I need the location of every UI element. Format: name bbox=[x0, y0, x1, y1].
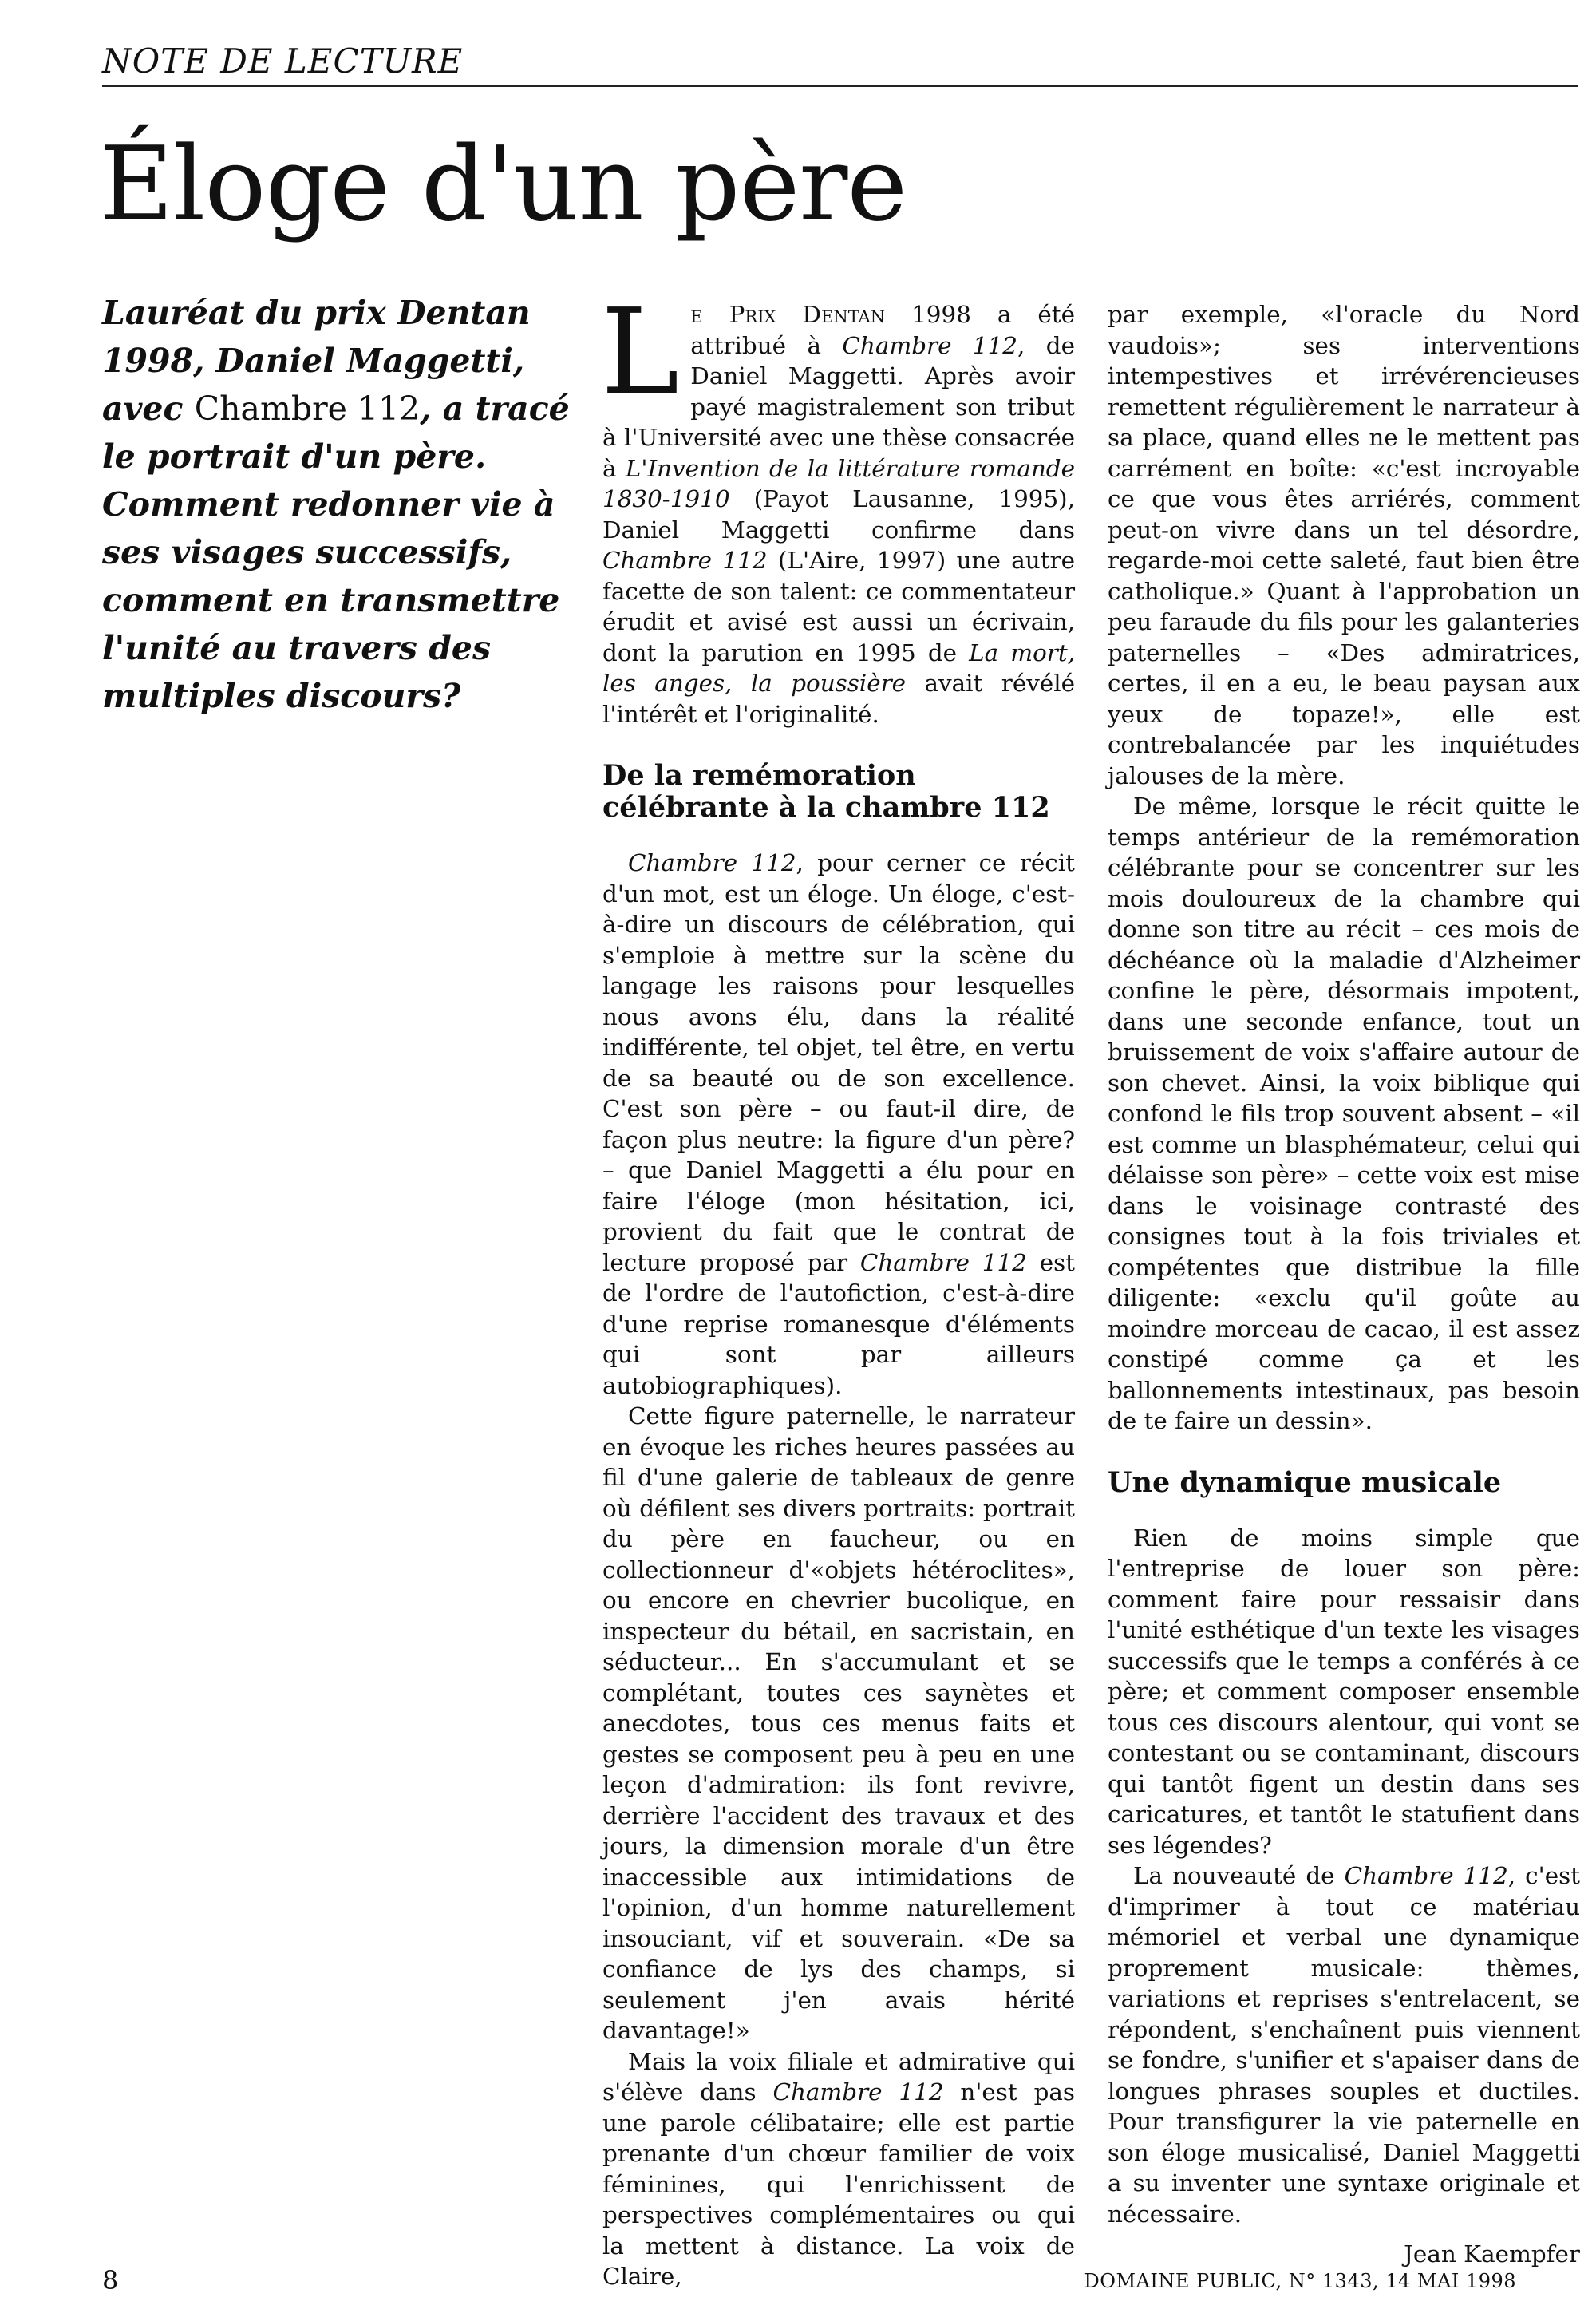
section-heading: Une dynamique musicale bbox=[1108, 1465, 1502, 1499]
text-run: , de Daniel Maggetti. Après avoir payé magistralement son tribut à l'Université avec une thèse consacrée à bbox=[602, 331, 1075, 482]
lede-text-1: Lauréat du prix Dentan 1998, Daniel Maggetti, avec bbox=[102, 294, 531, 428]
book-title: L'Invention de la littérature romande 1830-1910 bbox=[602, 454, 1075, 512]
book-title: Chambre 112 bbox=[628, 849, 796, 876]
section-heading: De la remémoration célébrante à la chambre 112 bbox=[602, 759, 1050, 824]
paragraph: par exemple, «l'oracle du Nord vaudois»; ses interventions intempestives et irrévérencieuses remettent régulièrement le narrateur à sa place, quand elles ne le mettent pas carrément en boîte: «c'est incroyable ce que vous êtes arriérés, comment peut-on vivre dans un tel désordre, regarde-moi cette saleté, faut bien être catholique.» Quant à l'approbation un peu faraude du fils pour les galanteries paternelles – «Des admiratrices, certes, il en a eu, le beau paysan aux yeux de topaze!», elle est contrebalancée par les inquiétudes jalouses de la mère. bbox=[1108, 301, 1580, 789]
paragraph: Cette figure paternelle, le narrateur en évoque les riches heures passées au fil d'une galerie de tableaux de genre où défilent ses divers portraits: portrait du père en faucheur, ou en collectionneur d'«objets hétéroclites», ou encore en chevrier bucolique, en inspecteur du bétail, en sacristain, en séducteur... En s'accumulant et se complétant, toutes ces saynètes et anecdotes, tous ces menus faits et gestes se composent peu à peu en une leçon d'admiration: ils font revivre, derrière l'accident des travaux et des jours, la dimension morale d'un être inaccessible aux intimidations de l'opinion, d'un homme naturellement insouciant, vif et souverain. «De sa confiance de lys des champs, si seulement j'en avais hérité davantage!» bbox=[602, 1402, 1075, 2044]
book-title: Chambre 112 bbox=[859, 1248, 1027, 1276]
lede-book-title: Chambre 112 bbox=[194, 389, 421, 428]
publication-info: DOMAINE PUBLIC, N° 1343, 14 MAI 1998 bbox=[1084, 2270, 1516, 2292]
text-run: est de l'ordre de l'autofiction, c'est-à-dire d'une reprise romanesque d'éléments qui sont par ailleurs autobiographiques). bbox=[602, 1248, 1075, 1399]
text-run: (Payot Lausanne, 1995), Daniel Maggetti confirme dans bbox=[602, 485, 1075, 544]
paragraph: De même, lorsque le récit quitte le temps antérieur de la remémoration célébrante pour se concentrer sur les mois douloureux de la chambre qui donne son titre au récit – ces mois de déchéance où la maladie d'Alzheimer confine le père, désormais impotent, dans une seconde enfance, tout un bruissement de voix s'affaire autour de son chevet. Ainsi, la voix biblique qui confond le fils trop souvent absent – «il est comme un blasphémateur, celui qui délaisse son père» – cette voix est mise dans le voisinage contrasté des consignes tout à la fois triviales et compétentes que distribue la fille diligente: «exclu qu'il goûte au moindre morceau de cacao, il est assez constipé comme ça et les ballonnements intestinaux, pas besoin de te faire un dessin». bbox=[1108, 793, 1580, 1434]
paragraph bbox=[602, 2046, 1075, 2292]
text-run: , c'est d'imprimer à tout ce matériau mémoriel et verbal une dynamique proprement musicale: thèmes, variations et reprises s'entrelacent, se répondent, s'enchaînent puis viennent se fondre, s'unifier et s'apaiser dans de longues phrases souples et ductiles. Pour transfigurer la vie paternelle en son éloge musicalisé, Daniel Maggetti a su inventer une syntaxe originale et nécessaire. bbox=[1108, 1862, 1580, 2228]
article-title: Éloge d'un père bbox=[99, 125, 907, 244]
paragraph: Rien de moins simple que l'entreprise de louer son père: comment faire pour ressaisir dans l'unité esthétique d'un texte les visages successifs que le temps a conférés à ce père; et comment composer ensemble tous ces discours alentour, qui vont se contestant ou se contaminant, discours qui tantôt figent un destin dans ses caricatures, et tantôt le statufient dans ses légendes? bbox=[1108, 1524, 1580, 1859]
text-run: , pour cerner ce récit d'un mot, est un éloge. Un éloge, c'est-à-dire un discours de célébration, qui s'emploie à mettre sur la scène du langage les raisons pour lesquelles nous avons élu, dans la réalité indifférente, tel objet, tel être, en vertu de sa beauté ou de son excellence. C'est son père – ou faut-il dire, de façon plus neutre: la figure d'un père? – que Daniel Maggetti a élu pour en faire l'éloge (mon hésitation, ici, provient du fait que le contrat de lecture proposé par bbox=[602, 849, 1075, 1276]
page-number: 8 bbox=[102, 2265, 119, 2295]
lede-text-2: , a tracé le portrait d'un père. Comment redonner vie à ses visages successifs, comment en transmettre l'unité au travers des multiples discours? bbox=[102, 389, 570, 715]
text-run: La nouveauté de bbox=[1133, 1862, 1345, 1889]
book-title: Chambre 112 bbox=[1344, 1862, 1508, 1889]
book-title: Chambre 112 bbox=[602, 547, 768, 574]
book-title: La mort, les anges, la poussière bbox=[602, 639, 1075, 697]
book-title: Chambre 112 bbox=[842, 331, 1018, 359]
author-signature: Jean Kaempfer bbox=[1404, 2240, 1580, 2268]
text-run: avait révélé l'intérêt et l'originalité. bbox=[602, 670, 1075, 728]
article-lede bbox=[102, 289, 581, 720]
article-column-2 bbox=[1108, 299, 1580, 2270]
article-column-1 bbox=[601, 283, 1076, 2292]
small-caps-lead: e Prix Dentan bbox=[690, 301, 886, 328]
text-run: n'est pas une parole célibataire; elle est partie prenante d'un chœur familier de voix féminines, qui l'enrichissent de perspectives complémentaires ou qui la mettent à distance. La voix de Claire, bbox=[602, 2078, 1075, 2290]
paragraph-intro bbox=[601, 283, 1076, 730]
text-run: Mais la voix filiale et admirative qui s'élève dans bbox=[602, 2047, 1075, 2106]
text-run: (L'Aire, 1997) une autre facette de son talent: ce commentateur érudit et avisé est aussi un écrivain, dont la parution en 1995 de bbox=[602, 547, 1075, 666]
paragraph bbox=[602, 848, 1075, 1401]
section-rubric: NOTE DE LECTURE bbox=[102, 42, 1578, 87]
book-title: Chambre 112 bbox=[772, 2078, 944, 2106]
paragraph bbox=[1108, 1860, 1580, 2229]
drop-cap: L bbox=[601, 283, 680, 421]
text-run: 1998 a été attribué à bbox=[690, 301, 1076, 359]
